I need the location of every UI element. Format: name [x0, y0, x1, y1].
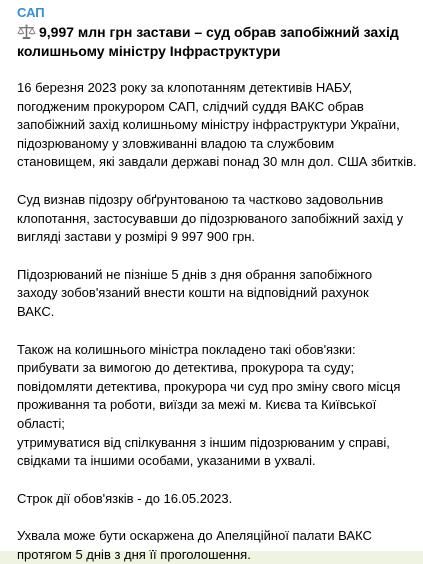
- headline-line: [17, 23, 413, 42]
- text-line: прибувати за вимогою до детектива, прокурора та суду;: [17, 360, 355, 376]
- text-line: проживання та роботи, виїзди за межі м. Києва та Київської: [17, 397, 377, 413]
- text-line: протягом 5 днів з дня її проголошення.: [17, 546, 251, 562]
- headline-text-2: колишньому міністру Інфраструктури: [17, 43, 281, 59]
- text-line: свідками та іншими особами, указаними в ухвалі.: [17, 453, 316, 469]
- text-line: погодженим прокурором САП, слідчий суддя ВАКС обрав: [17, 98, 364, 114]
- paragraph-4: [17, 341, 415, 471]
- text-line: Підозрюваний не пізніше 5 днів з дня обрання запобіжного: [17, 266, 373, 282]
- text-line: Суд визнав підозру обґрунтованою та частково задовольнив: [17, 191, 384, 207]
- text-line: запобіжний захід колишньому міністру інфраструктури України,: [17, 117, 400, 133]
- paragraph-3: [17, 266, 415, 322]
- headline-line: [17, 42, 413, 61]
- headline-text-1: 9,997 млн грн застави – суд обрав запобіжний захід: [39, 24, 399, 40]
- text-line: вигляді застави у розмірі 9 997 900 грн.: [17, 229, 255, 245]
- text-line: 16 березня 2023 року за клопотанням детективів НАБУ,: [17, 80, 353, 95]
- text-line: Також на колишнього міністра покладено такі обов'язки:: [17, 341, 356, 357]
- channel-name[interactable]: САП: [17, 5, 45, 20]
- text-line: повідомляти детектива, прокурора чи суд про зміну свого місця: [17, 378, 401, 394]
- text-line: підозрюваному у зловживанні владою та службовим: [17, 135, 335, 151]
- paragraph-2: [17, 191, 415, 247]
- text-line: ВАКС.: [17, 303, 55, 319]
- paragraph-6: [17, 527, 415, 564]
- scales-icon: [17, 24, 36, 40]
- text-line: області;: [17, 415, 65, 431]
- text-line: Строк дії обов'язків - до 16.05.2023.: [17, 490, 233, 506]
- text-line: заходу зобов'язаний внести кошти на відповідний рахунок: [17, 285, 369, 301]
- post-headline: [17, 23, 413, 61]
- text-line: становищем, які завдали державі понад 30 млн дол. США збитків.: [17, 154, 417, 170]
- text-line: клопотання, застосувавши до підозрюваного запобіжний захід у: [17, 210, 404, 226]
- text-line: Ухвала може бути оскаржена до Апеляційної палати ВАКС: [17, 528, 372, 544]
- paragraph-5: [17, 490, 415, 509]
- text-line: утримуватися від спілкування з іншим підозрюваним у справі,: [17, 434, 390, 450]
- paragraph-1: [17, 79, 415, 172]
